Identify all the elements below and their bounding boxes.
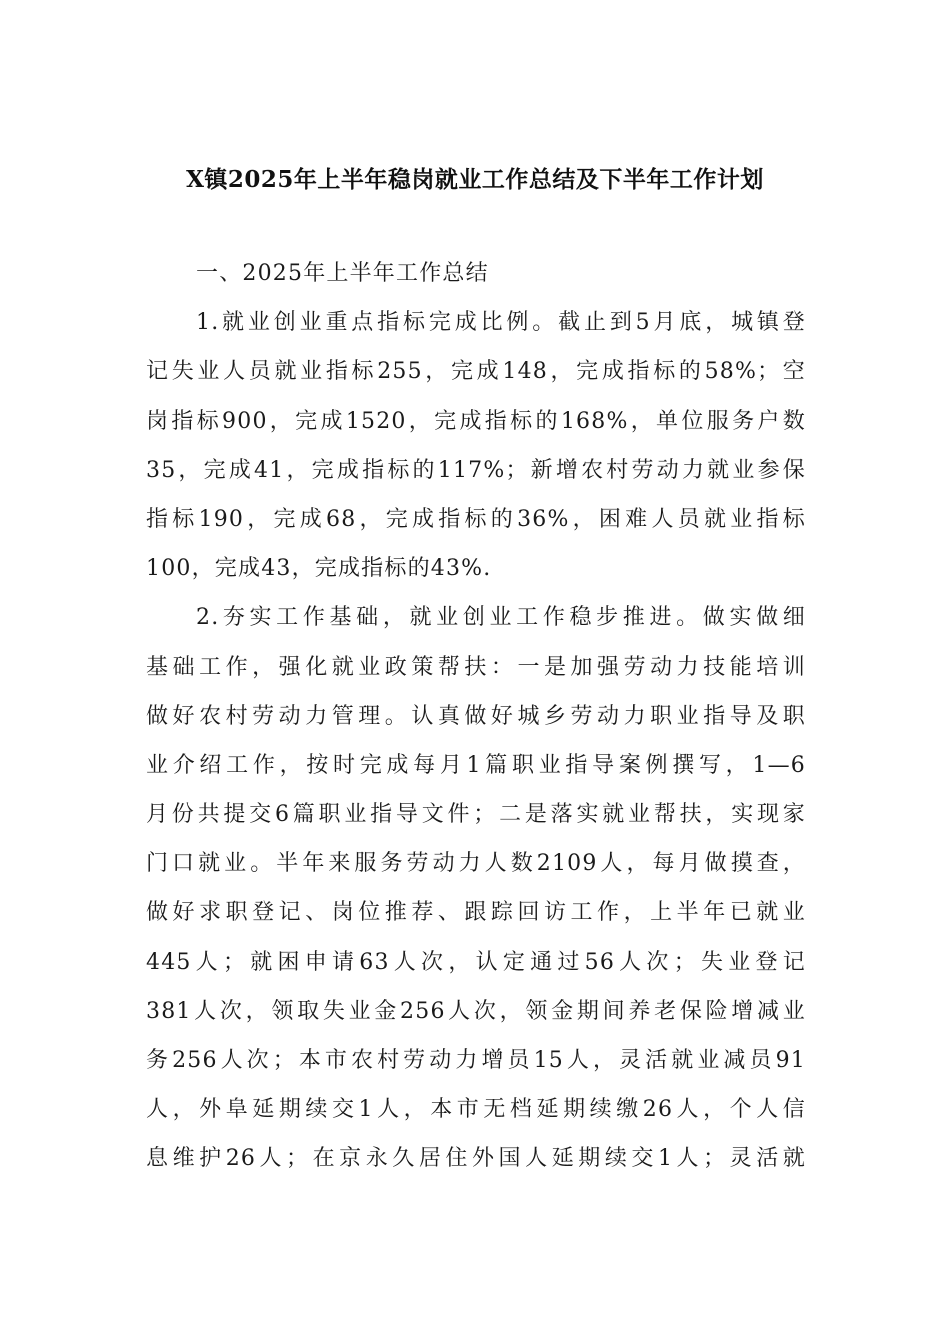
document-title: X镇2025年上半年稳岗就业工作总结及下半年工作计划 <box>186 166 764 193</box>
paragraph-line: 门口就业。半年来服务劳动力人数2109人，每月做摸查， <box>146 851 806 877</box>
paragraph-line: 1.就业创业重点指标完成比例。截止到5月底，城镇登 <box>196 310 806 336</box>
paragraph-line: 业介绍工作，按时完成每月1篇职业指导案例撰写，1—6 <box>146 752 806 778</box>
paragraph-line: 做好农村劳动力管理。认真做好城乡劳动力职业指导及职 <box>146 703 806 729</box>
paragraph-line: 月份共提交6篇职业指导文件；二是落实就业帮扶，实现家 <box>146 802 806 828</box>
paragraph-line: 100，完成43，完成指标的43%. <box>146 556 492 582</box>
paragraph-line: 2.夯实工作基础，就业创业工作稳步推进。做实做细 <box>196 605 806 631</box>
paragraph-line: 381人次，领取失业金256人次，领金期间养老保险增减业 <box>146 998 806 1024</box>
paragraph-line: 基础工作，强化就业政策帮扶：一是加强劳动力技能培训 <box>146 654 806 680</box>
section-heading: 一、2025年上半年工作总结 <box>196 261 489 286</box>
paragraph-line: 务256人次；本市农村劳动力增员15人，灵活就业减员91 <box>146 1048 806 1073</box>
paragraph-line: 息维护26人；在京永久居住外国人延期续交1人；灵活就 <box>146 1146 806 1172</box>
paragraph-line: 岗指标900，完成1520，完成指标的168%，单位服务户数 <box>146 408 806 434</box>
paragraph-line: 做好求职登记、岗位推荐、跟踪回访工作，上半年已就业 <box>146 900 806 926</box>
paragraph-line: 人，外阜延期续交1人，本市无档延期续缴26人，个人信 <box>146 1097 806 1123</box>
paragraph-line: 445人；就困申请63人次，认定通过56人次；失业登记 <box>146 949 806 975</box>
document-body <box>146 249 806 1184</box>
paragraph-line: 指标190，完成68，完成指标的36%，困难人员就业指标 <box>146 506 806 532</box>
paragraph-line: 35，完成41，完成指标的117%；新增农村劳动力就业参保 <box>146 457 806 483</box>
paragraph-line: 记失业人员就业指标255，完成148，完成指标的58%；空 <box>146 359 806 385</box>
